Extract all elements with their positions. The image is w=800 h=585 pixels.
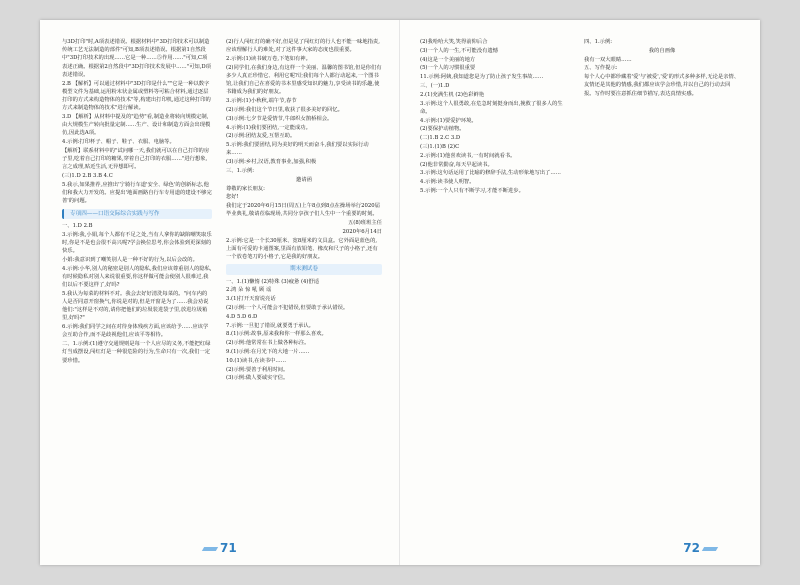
answer-paragraph: 【解析】联系材料中的"试问哪一天,我们就可以在自己打印的房子里,吃着自己打印的糖果,穿着自己打印的衣服……"进行想象,言之成理,贴近生活,无异想即可。: [62, 148, 210, 171]
left-column-2: [226, 38, 382, 383]
answer-paragraph: (4)这是一个美丽的地方: [420, 56, 476, 63]
left-page: [40, 20, 400, 565]
answer-paragraph: 5.示例:一个人只有不断学习,才能不断进步。: [420, 187, 524, 194]
answer-paragraph: 一、1.D 2.B: [62, 222, 93, 229]
answer-paragraph: (2)要保护动植物。: [420, 126, 465, 133]
letter-salutation: 尊敬的家长朋友:: [226, 185, 265, 192]
answer-paragraph: 3.(1)打开天窗说亮话: [226, 296, 276, 303]
answer-paragraph: (5)一个人的习惯很重要: [420, 65, 476, 72]
answer-paragraph: 8.(1)示例:故事,原来我和你一样那么喜欢。: [226, 331, 327, 338]
answer-paragraph: 一、1.(1)懒惰 (2)特殊 (3)疲惫 (4)舒适: [226, 278, 320, 285]
answer-paragraph: 9.(1)示例:在月光下的大地一片……: [226, 348, 310, 355]
answer-paragraph: 5.我示,如果推荐,应推出'宁骑行车道'安全、绿色'的创新标志,他们和我大力开发的。应提出'地面画路自行车专用道的建设不够完善'的问题。: [62, 182, 212, 205]
answer-paragraph: 5.我认为每菜的材料不对。我会去好好清洗每菜的。"问车内的人是否同意开窗换气,你说是对的,但是开窗是为了……我会劝说他们:"这样是不对的,请你把他们的垃圾装进袋子里,放进垃圾箱里,好吗?": [62, 290, 209, 322]
answer-paragraph: 2.(1)充满生机 (2)色彩鲜艳: [420, 91, 485, 98]
letter-title: 邀请函: [296, 176, 312, 183]
answer-paragraph: (3)示例:七夕节是爱情节,牛郎织女鹊桥相会。: [226, 115, 333, 122]
letter-greeting: 您好!: [226, 194, 239, 201]
answer-paragraph: (2)示例:要善于利用时间。: [226, 366, 289, 373]
answer-paragraph: 3.D 【解析】从材料中提及的"趋势"看,制造业将转向规模定制,由大规模生产转向批量定制……生产、设计和制造方面会出现模仿,因此选A项。: [62, 114, 211, 137]
answer-paragraph: (2)他非常勤奋,每天早起读书。: [420, 161, 493, 168]
answer-paragraph: (3)示例:乡村,汉语,教育事业,加强,积极: [226, 159, 317, 166]
letter-date: 2020年6月14日: [342, 228, 382, 235]
answer-paragraph: (2)行人闯红灯的确不好,但是见了闯红灯的行人也不能一味地指责,应该理解行人的难处,对了这件事大家的态度也很重要。: [226, 39, 380, 54]
page-number-left: [200, 541, 237, 555]
answer-paragraph: (3)一个人的一生,不可能没有遗憾: [420, 47, 499, 54]
answer-paragraph: 4.示例:打印杯子、帽子、鞋子、衣服、电脑等。: [62, 139, 175, 146]
page-number-decoration: [202, 547, 218, 551]
answer-paragraph: (二)1.B 2.C 3.D: [420, 135, 461, 142]
answer-paragraph: 每个人心中都珍藏着'爱'与'被爱','爱'的形式多种多样,无论是亲情、友情还是其他的情感,我们都应该学会珍惜,并以自己的行动去回报。写作时要注意抓住细节描写,表达真情实感。: [584, 74, 740, 97]
answer-paragraph: (2)同学们,在我们身边,有这样一个美丽、温馨的图书馆,但是你们有多少人真正珍惜它、利用它呢?让我们每个人都行动起来,一个图书馆,让我们自己在喜爱的书本里感受知识的魅力,享受读书的乐趣,使书籍成为我们的好朋友。: [226, 64, 382, 96]
page-number-text: 71: [220, 541, 237, 555]
answer-paragraph: 3.示例:(1)小秋秋,端午节,春节: [226, 98, 297, 105]
answer-paragraph: 2.示例:它是一个长30厘米、宽8厘米的文具盒。它外面是蓝色的,上面有可爱的卡通图案,里面有放铅笔、橡皮和尺子的小格子,还有一个放卷笔刀的小格子,它是我的好朋友。: [226, 237, 378, 261]
answer-paragraph: 3.示例:我,小娟,每个人都有不足之处,当有人拿你的缺陷嘲笑取乐时,你是不是也会很不高兴呢?学会换位思考,你会体验到更深刻的快乐。: [62, 231, 212, 255]
answer-paragraph: 与3D打印"时,A项表述错误。根据材料中"3D打印技术可以制造传统工艺无法制造的部件"可知,B项表述错误。根据第1自然段中"3D打印技术的出现……它是一种……⑤作用……"可知,C项表述正确。根据第2自然段中"3D打印技术发展中……"可知,D项表述错误。: [62, 39, 211, 78]
section-banner: 专项四——口语交际综合实践与写作: [62, 209, 212, 219]
left-column-1: [62, 38, 212, 365]
answer-paragraph: 三、1.示例:: [226, 167, 255, 174]
answer-paragraph: 11.示例:阿姨,我知道您是为了防止孩子发生事故……: [420, 74, 544, 81]
page-number-decoration: [702, 547, 718, 551]
answer-paragraph: (2)我哈哈大笑,笑得前仰后合: [420, 39, 488, 45]
answer-paragraph: 四、1.示例:: [584, 39, 613, 45]
answer-paragraph: 4.示例:(1)要爱护环境。: [420, 117, 477, 124]
answer-paragraph: 5.示例:我们要团结,同为美好的明天而奋斗,我们要以实际行动来……: [226, 142, 369, 157]
right-column-1: [420, 38, 570, 196]
exam-banner: 期末测试卷: [226, 264, 382, 274]
answer-paragraph: 4.示例:读书使人明智。: [420, 179, 475, 186]
answer-paragraph: (2)示例:一个人可能会不犯错误,但要敢于承认错误。: [226, 304, 349, 311]
answer-paragraph: 五、写作提示:: [584, 65, 618, 72]
right-column-2: [584, 38, 740, 98]
document-sheet: [40, 20, 760, 565]
answer-paragraph: 2.B 【解析】可以通过材料中"3D打印是什么""它是一种以数字模型文件为基础,运用粉末状金属或塑料等可粘合材料,通过逐层打印的方式来构造物体的技术"等,构建出打印机,通过这种打印的方式来制造物体的技术"进行解读。: [62, 80, 211, 112]
answer-paragraph: 小娟:我意识到了嘲笑别人是一种不好的行为,以后会改的。: [62, 256, 198, 263]
answer-paragraph: 2.鸿 朵 惊 吼 顾 谣: [226, 287, 272, 294]
answer-paragraph: 3.示例:这句话运用了比喻的修辞手法,生动形象地写出了……: [420, 170, 561, 177]
answer-paragraph: 4.D 5.D 6.D: [226, 313, 258, 320]
answer-paragraph: 我有一双大眼睛……: [584, 56, 632, 63]
answer-paragraph: 7.示例:一旦犯了错误,就要勇于承认。: [226, 322, 314, 329]
answer-paragraph: (三)1.(1)B (2)C: [420, 143, 460, 150]
page-number-right: [683, 541, 720, 555]
answer-paragraph: 二、1.示例:(1)遵守交通规则是每一个人应尽的义务,不能把红绿灯当成摆设,闯红灯是一种很危险的行为,生命只有一次,我们一定要珍惜。: [62, 341, 211, 364]
essay-title: 我的自画像: [648, 47, 676, 54]
letter-body: 我们定于2020年6月15日(周五)上午8点到8点在操场举行2020届毕业典礼,敬请莅临现场,共同分享孩子们人生中一个重要的时刻。: [226, 203, 380, 218]
section-answers: (三)1.D 2.B 3.B 4.C: [62, 173, 113, 180]
answer-paragraph: 4.示例:小华,别人的秘密是别人的隐私,我们应该尊重别人的隐私,有时候隐私对别人来说很重要,你这样做可能会使别人很难过,我们以后不要这样了,好吗?: [62, 265, 212, 289]
answer-paragraph: 6.示例:我们同学之间在对待身体残疾方面,应该给予……应该学会互助合作,而不是歧视他们,应该平等相待。: [62, 324, 209, 339]
answer-paragraph: 10.(1)读书,在读书中……: [226, 357, 286, 364]
answer-paragraph: (2)示例:他常常在书上做各种标注。: [226, 340, 310, 347]
right-page: [400, 20, 760, 565]
answer-paragraph: 2.示例:(1)读书破万卷,下笔如有神。: [226, 56, 311, 62]
answer-paragraph: (2)示例:我们这个节日里,收获了很多美好的回忆。: [226, 107, 343, 113]
letter-signature: 五(8)班班主任: [348, 220, 382, 227]
answer-paragraph: 三、(一)1.D: [420, 82, 450, 89]
answer-paragraph: (2)示例:团结友爱,互帮互助。: [226, 133, 296, 140]
answer-paragraph: 3.示例:这个人很勇敢,在危急时刻挺身而出,挽救了很多人的生命。: [420, 100, 563, 115]
page-number-text: 72: [683, 541, 700, 555]
answer-paragraph: 4.示例:(1)我们要团结,一定能成功。: [226, 124, 311, 131]
answer-paragraph: 2.示例:(1)他喜欢读书,一有时间就看书。: [420, 152, 516, 159]
answer-paragraph: (3)示例:做人要诚实守信。: [226, 375, 289, 382]
